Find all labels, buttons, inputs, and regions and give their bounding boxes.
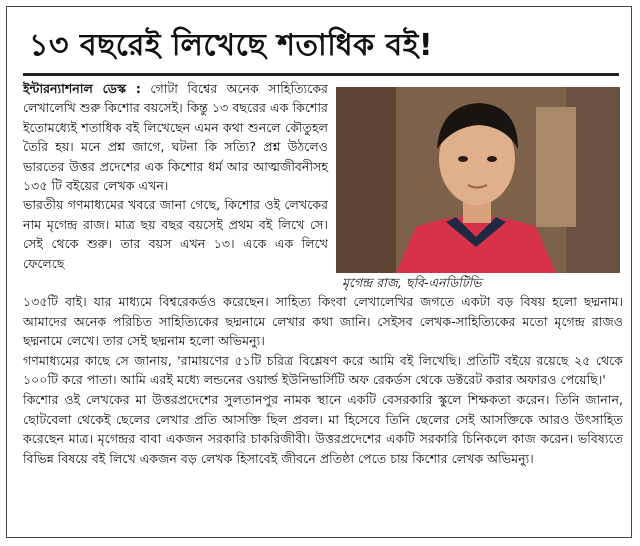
boy-photo [336, 87, 620, 273]
dateline: ইন্টারন্যাশনাল ডেস্ক : [23, 81, 141, 96]
article-left-column [23, 79, 328, 273]
article-full-width [23, 292, 623, 468]
portrait-image [336, 87, 620, 273]
paragraph-4: কিশোর ওই লেখকের মা উত্তরপ্রদেশের সুলতানপুর নামক স্থানে একটি বেসরকারি স্কুলে শিক্ষকতা করেন। তিনি জানান, ছোটবেলা থেকেই ছেলের লেখার প্রতি আসক্তি ছিল প্রবল। মা হিসেবে তিনি ছেলের সেই আসক্তিকে আরও উৎসাহিত করেছেন মাত্র। মৃগেন্দ্রর বাবা একজন সরকারি চাকরিজীবী। উত্তরপ্রদেশের একটি সরকারি চিনিকলে কাজ করেন। ভবিষ্যতে বিভিন্ন বিষয়ে বই লিখে একজন বড় লেখক হিসাবেই জীবনে প্রতিষ্ঠা পেতে চায় কিশোর লেখক অভিমন্যু। [23, 391, 623, 466]
headline: ১৩ বছরেই লিখেছে শতাধিক বই! [29, 28, 434, 63]
paragraph-3: গণমাধ্যমের কাছে সে জানায়, 'রামায়ণের ৫১টি চরিত্র বিশ্লেষণ করে আমি বই লিখেছি। প্রতিটি বইয়ে রয়েছে ২৫ থেকে ১০০টি করে পাতা। আমি এরই মধ্যে লন্ডনের ওয়ার্ল্ড ইউনিভার্সিটি অফ রেকর্ডস থেকে ডক্টরেট করার অফারও পেয়েছি।' [23, 352, 623, 388]
paragraph-2: ভারতীয় গণমাধ্যমের খবরে জানা গেছে, কিশোর ওই লেখকের নাম মৃগেন্দ্র রাজ। মাত্র ছয় বছর বয়সেই প্রথম বই লিখে সে। সেই থেকে শুরু। তার বয়স এখন ১৩। একে এক লিখে ফেলেছে [23, 197, 328, 271]
paragraph-2-continued: ১৩৫টি বাই। যার মাধ্যমে বিশ্বরেকর্ডও করেছেন। সাহিত্য কিংবা লেখালেখির জগতে একটা বড় বিষয় হলো ছদ্মনাম। আমাদের অনেক পরিচিত সাহিত্যিকের ছদ্মনামে লেখার কথা জানি। সেইসব লেখক-সাহিত্যিকের মতো মৃগেন্দ্র রাজও ছদ্মনামে লেখে। তার সেই ছদ্মনাম হলো অভিমন্যু। [23, 294, 623, 349]
paragraph-1-text: গোটা বিশ্বের অনেক সাহিত্যিকের লেখালেখি শুরু কিশোর বয়সেই। কিন্তু ১৩ বছরের এক কিশোর ইতোমধ্যেই শতাধিক বই লিখেছেন এমন কথা শুনলে কৌতুহল তৈরি হয়। মনে প্রশ্ন জাগে, ঘটনা কি সত্যি? প্রশ্ন উঠলেও ভারতের উত্তর প্রদেশের এক কিশোর ধর্ম আর আত্মজীবনীসহ ১৩৫ টি বইয়ের লেখক এখন। [23, 81, 328, 194]
headline-rule [23, 73, 619, 76]
paragraph-1 [23, 79, 328, 195]
photo-caption: মৃগেন্দ্র রাজ, ছবি-এনডিটিভি [342, 275, 482, 290]
newspaper-clipping [6, 6, 632, 538]
